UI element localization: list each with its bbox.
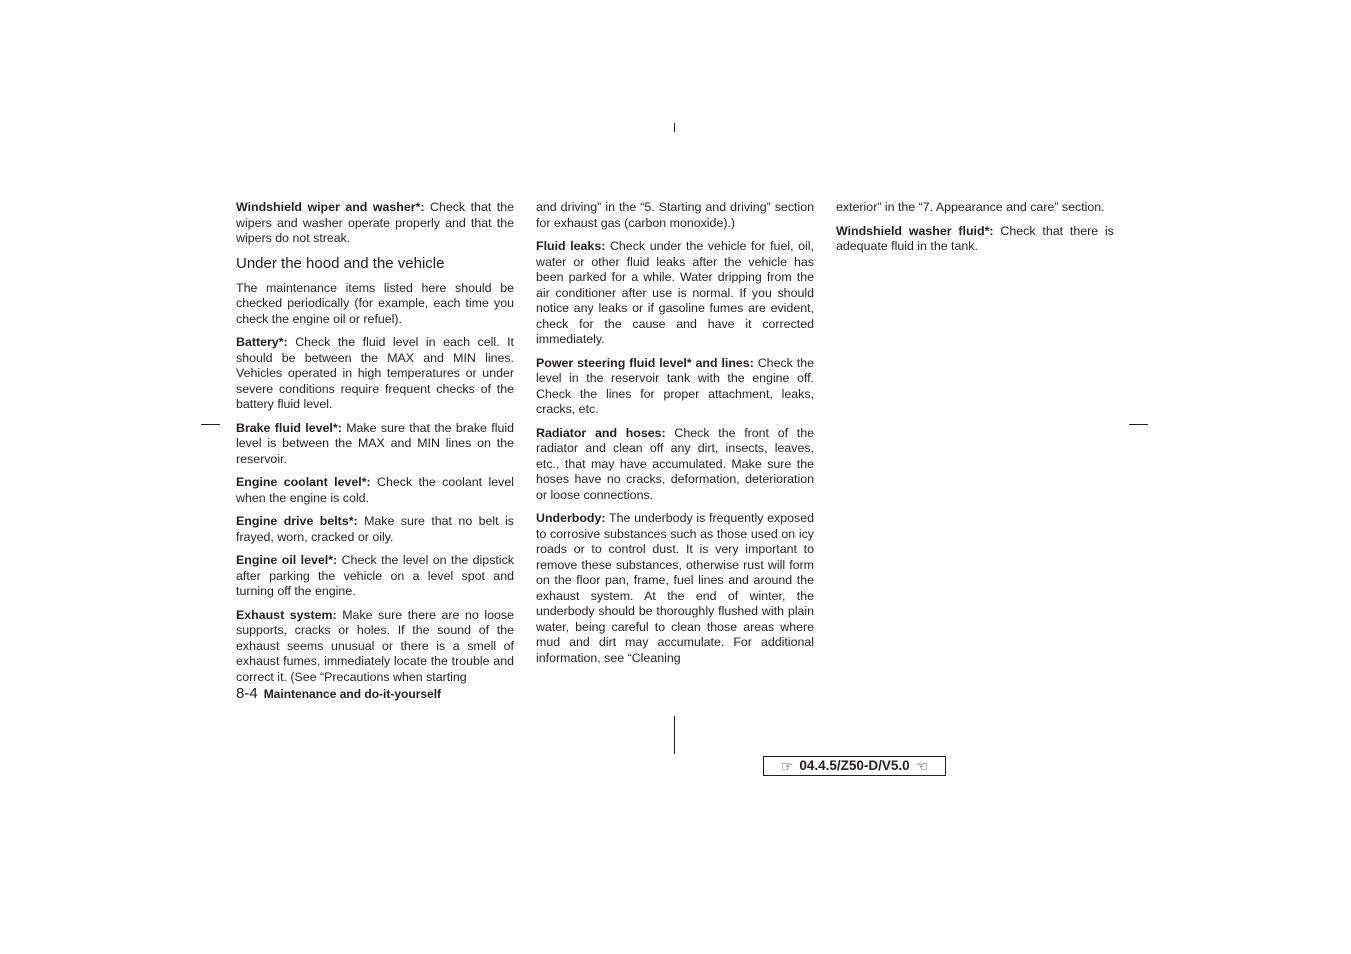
coolant-paragraph [236,475,514,506]
bottom-center-mark [674,716,675,754]
battery-paragraph [236,335,514,413]
underbody-text: The underbody is frequently exposed to corrosive substances such as those used on icy roads or to control dust. It is very important to remove these substances, otherwise rust will form on the floor pan, frame, fuel lines and around the exhaust system. At the end of winter, the underbody should be thoroughly flushed with plain water, being careful to clean those areas where mud and dirt may accumulate. For additional information, see “Cleaning [536,511,815,665]
belts-paragraph [236,514,514,545]
section-heading: Under the hood and the vehicle [236,254,445,272]
washer-fluid-paragraph [836,224,1114,255]
belts-text: Make sure that no belt is frayed, worn, cracked or oily. [236,514,514,544]
leaks-paragraph [536,239,814,348]
exhaust-text: Make sure there are no loose supports, cracks or holes. If the sound of the exhaust seems unusual or there is a smell of exhaust fumes, immediately locate the trouble and correct it. (See “Precautions when starting [236,607,514,684]
leaks-label: Fluid leaks: [536,239,606,253]
oil-label: Engine oil level*: [236,553,338,567]
brake-label: Brake fluid level*: [236,420,342,435]
column-3 [836,200,1114,263]
underbody-paragraph [536,511,814,666]
leaks-text: Check under the vehicle for fuel, oil, water or other fluid leaks after the vehicle has been parked for a while. Water dripping from the air conditioner after use is normal. If you should notice any leaks or if gasoline fumes are evident, check for the cause and have it corrected immediately. [536,239,814,346]
version-code-box [763,756,946,776]
oil-paragraph [236,553,514,600]
column-1 [236,200,514,693]
radiator-text: Check the front of the radiator and clean off any dirt, insects, leaves, etc., that may have accumulated. Make sure the hoses have no cracks, deformation, deterioration or loose connections. [536,425,814,502]
coolant-text: Check the coolant level when the engine is cold. [236,475,514,505]
pointing-hand-right-icon: ☞ [780,758,794,774]
washer-fluid-label: Windshield washer fluid*: [836,223,994,238]
pointing-hand-left-icon: ☜ [915,758,929,774]
exhaust-continued-paragraph: and driving” in the “5. Starting and driving” section for exhaust gas (carbon monoxide).) [536,200,814,230]
battery-text: Check the fluid level in each cell. It should be between the MAX and MIN lines. Vehicles operated in high temperatures or under severe conditions require frequent checks of the battery fluid level. [236,335,514,411]
top-center-mark [674,123,675,132]
wiper-paragraph [236,200,514,247]
left-center-mark [201,424,220,425]
radiator-label: Radiator and hoses: [536,425,666,440]
brake-text: Make sure that the brake fluid level is between the MAX and MIN lines on the reservoir. [236,420,514,466]
oil-text: Check the level on the dipstick after parking the vehicle on a level spot and turning off the engine. [236,553,514,598]
underbody-label: Underbody: [536,511,606,525]
exhaust-label: Exhaust system: [236,607,337,622]
version-code: 04.4.5/Z50-D/V5.0 [799,758,910,773]
wiper-label: Windshield wiper and washer*: [236,200,425,214]
page-number: 8-4 [236,685,258,702]
underbody-continued-paragraph: exterior” in the “7. Appearance and care” section. [836,200,1105,214]
coolant-label: Engine coolant level*: [236,475,371,489]
exhaust-paragraph [236,608,514,686]
washer-fluid-text: Check that there is adequate fluid in the tank. [836,223,1114,253]
steering-paragraph [536,356,814,418]
column-2 [536,200,814,674]
steering-text: Check the level in the reservoir tank with the engine off. Check the lines for proper attachment, leaks, cracks, etc. [536,355,814,416]
brake-paragraph [236,421,514,468]
steering-label: Power steering fluid level* and lines: [536,355,754,370]
radiator-paragraph [536,426,814,504]
right-center-mark [1129,424,1148,425]
page-footer [236,685,441,703]
wiper-text: Check that the wipers and washer operate properly and that the wipers do not streak. [236,200,514,245]
intro-paragraph: The maintenance items listed here should be checked periodically (for example, each time you check the engine oil or refuel). [236,280,514,326]
battery-label: Battery*: [236,335,288,349]
section-title: Maintenance and do-it-yourself [263,687,442,701]
belts-label: Engine drive belts*: [236,514,358,528]
